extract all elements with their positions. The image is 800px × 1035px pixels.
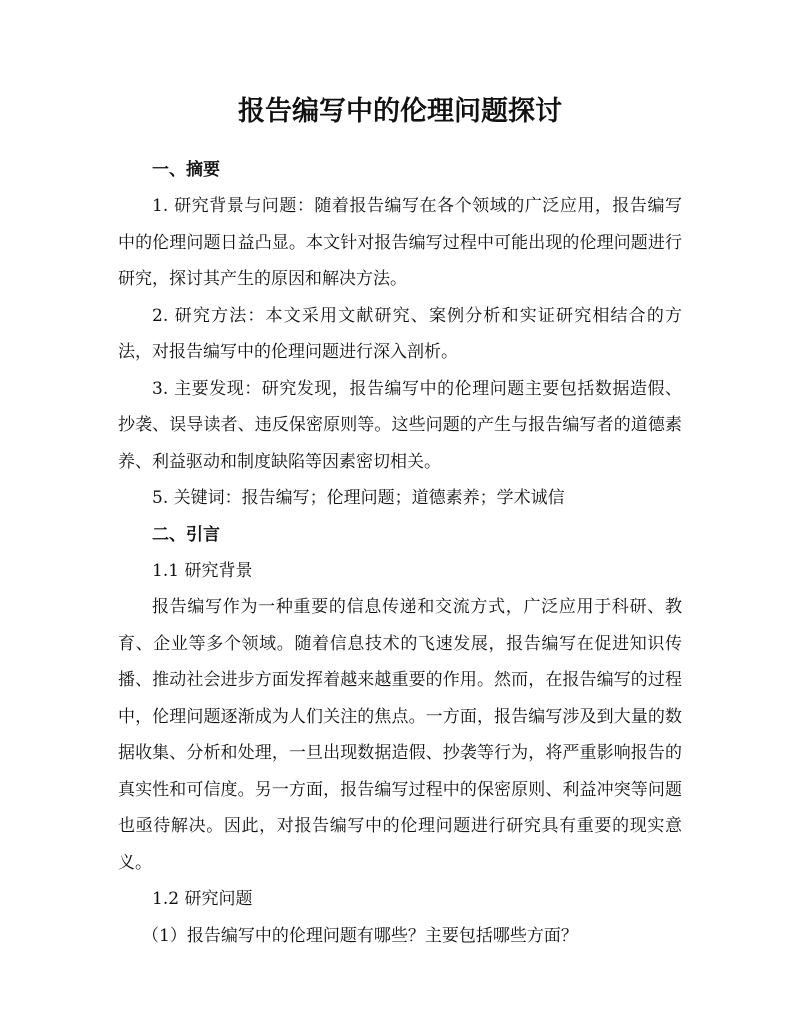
document-title: 报告编写中的伦理问题探讨 bbox=[238, 96, 562, 127]
abstract-paragraph-background: 1. 研究背景与问题：随着报告编写在各个领域的广泛应用，报告编写中的伦理问题日益凸显。本文针对报告编写过程中可能出现的伦理问题进行研究，探讨其产生的原因和解决方法。 bbox=[118, 196, 682, 289]
abstract-paragraph-keywords: 5. 关键词：报告编写；伦理问题；道德素养；学术诚信 bbox=[152, 488, 565, 508]
section-heading-abstract: 一、摘要 bbox=[152, 160, 220, 180]
research-question-1: （1）报告编写中的伦理问题有哪些？主要包括哪些方面？ bbox=[142, 925, 578, 946]
subsection-heading-background: 1.1 研究背景 bbox=[152, 560, 253, 581]
section-heading-intro: 二、引言 bbox=[152, 524, 220, 545]
abstract-paragraph-findings: 3. 主要发现：研究发现，报告编写中的伦理问题主要包括数据造假、抄袭、误导读者、违反保密原则等。这些问题的产生与报告编写者的道德素养、利益驱动和制度缺陷等因素密切相关。 bbox=[118, 378, 682, 472]
subsection-heading-questions: 1.2 研究问题 bbox=[152, 889, 253, 909]
intro-paragraph-background: 报告编写作为一种重要的信息传递和交流方式，广泛应用于科研、教育、企业等多个领域。随着信息技术的飞速发展，报告编写在促进知识传播、推动社会进步方面发挥着越来越重要的作用。然而，在报告编写的过程中，伦理问题逐渐成为人们关注的焦点。一方面，报告编写涉及到大量的数据收集、分析和处理，一旦出现数据造假、抄袭等行为，将严重影响报告的真实性和可信度。另一方面，报告编写过程中的保密原则、利益冲突等问题也亟待解决。因此，对报告编写中的伦理问题进行研究具有重要的现实意义。 bbox=[118, 597, 682, 873]
abstract-paragraph-methods: 2. 研究方法：本文采用文献研究、案例分析和实证研究相结合的方法，对报告编写中的伦理问题进行深入剖析。 bbox=[118, 305, 682, 362]
